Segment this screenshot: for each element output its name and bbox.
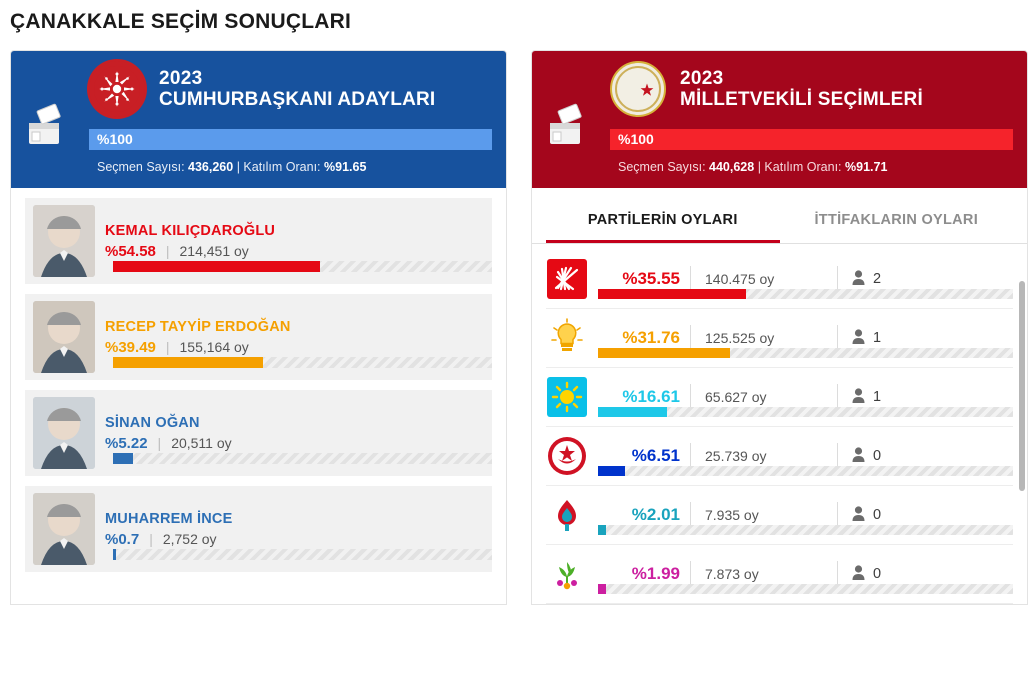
candidate-bar-fill [113,453,133,464]
party-bar-fill [598,584,606,594]
candidate-photo [33,397,95,469]
candidate-bar-fill [113,549,116,560]
party-seats [852,447,881,466]
parliamentary-tabs[interactable] [532,188,1027,244]
party-seat-count: 1 [873,330,882,346]
page-title: ÇANAKKALE SEÇİM SONUÇLARI [10,10,351,33]
candidate-list [11,188,506,592]
parliamentary-turnout-sep: | Katılım Oranı: [757,160,842,174]
parliamentary-progress [546,129,1013,150]
candidate-photo [33,205,95,277]
candidate-bar-fill [113,261,320,272]
parliamentary-voters-label: Seçmen Sayısı: [618,160,706,174]
party-row[interactable] [546,486,1013,545]
candidate-percent: %5.22 [105,434,148,452]
presidency-star-icon [89,61,145,117]
party-bar-track [598,348,1013,358]
party-row[interactable] [546,545,1013,604]
candidate-separator: | [149,530,153,547]
party-bar-track [598,289,1013,299]
presidential-header [11,51,506,188]
candidate-photo [33,301,95,373]
presidential-title: CUMHURBAŞKANI ADAYLARI [159,89,436,110]
candidate-votes: 20,511 oy [171,434,232,451]
candidate-separator: | [157,434,162,451]
party-seats [852,565,881,584]
party-bar-fill [598,466,625,476]
candidate-separator: | [165,338,170,355]
chp-logo-icon [546,258,588,300]
candidate-bar-track [113,549,492,560]
party-seat-count: 1 [873,389,882,405]
candidate-percent: %0.7 [105,530,140,548]
party-votes: 25.739 oy [705,448,767,464]
party-percent: %35.55 [622,269,680,288]
candidate-percent: %39.49 [105,338,156,356]
presidential-voters-label: Seçmen Sayısı: [97,160,185,174]
parliamentary-turnout [546,160,1013,174]
party-seat-count: 2 [873,271,882,287]
party-percent: %31.76 [622,328,680,347]
parliamentary-title: MİLLETVEKİLİ SEÇİMLERİ [680,89,923,110]
candidate-photo [33,493,95,565]
party-seats [852,329,881,348]
party-bar-track [598,466,1013,476]
presidential-turnout-sep: | Katılım Oranı: [236,160,321,174]
parliamentary-progress-label: %100 [618,131,654,147]
party-votes: 140.475 oy [705,271,775,287]
parliamentary-voters-value: 440,628 [709,160,755,174]
candidate-votes: 155,164 oy [179,338,249,355]
party-row[interactable] [546,368,1013,427]
candidate-row[interactable] [25,198,492,284]
party-seat-count: 0 [873,507,882,523]
parliament-crescent-icon [610,61,666,117]
person-icon [852,506,865,525]
presidential-voters-value: 436,260 [188,160,234,174]
party-percent: %16.61 [622,387,680,406]
parliamentary-year: 2023 [680,67,724,89]
presidential-panel [10,50,507,605]
parliamentary-header-top [546,61,1013,117]
person-icon [852,447,865,466]
party-seat-count: 0 [873,448,882,464]
party-percent: %1.99 [631,564,680,583]
presidential-turnout-value: %91.65 [324,160,367,174]
person-icon [852,329,865,348]
person-icon [852,388,865,407]
presidential-progress-track [89,129,492,150]
party-seats [852,270,881,289]
party-votes: 65.627 oy [705,389,767,405]
candidate-row[interactable] [25,390,492,476]
mhp-logo-icon [546,435,588,477]
candidate-bar-track [113,261,492,272]
candidate-row[interactable] [25,486,492,572]
party-bar-fill [598,525,606,535]
parliamentary-header [532,51,1027,188]
candidate-row[interactable] [25,294,492,380]
parliamentary-progress-track [610,129,1013,150]
party-row[interactable] [546,309,1013,368]
candidate-percent: %54.58 [105,242,156,260]
party-bar-track [598,407,1013,417]
candidate-votes: 2,752 oy [162,530,217,547]
candidate-separator: | [165,242,170,259]
party-row[interactable] [546,250,1013,309]
candidate-bar-track [113,357,492,368]
person-icon [852,270,865,289]
candidate-votes: 214,451 oy [179,242,249,259]
party-bar-fill [598,289,746,299]
party-seats [852,506,881,525]
party-row[interactable] [546,427,1013,486]
party-list-scrollbar[interactable] [1019,281,1025,491]
results-columns [0,34,1036,605]
candidate-name: MUHARREM İNCE [105,510,233,527]
party-bar-fill [598,407,667,417]
party-votes: 7.873 oy [705,566,759,582]
party-bar-track [598,584,1013,594]
presidential-header-top [25,61,492,117]
party-percent: %2.01 [631,505,680,524]
party-bar-track [598,525,1013,535]
person-icon [852,565,865,584]
ballot-box-icon [25,103,71,149]
presidential-progress-fill [89,129,492,150]
ballot-box-icon [546,103,592,149]
parliamentary-progress-fill [610,129,1013,150]
presidential-turnout [25,160,492,174]
party-seats [852,388,881,407]
party-list [532,244,1027,604]
party-seat-count: 0 [873,566,882,582]
presidential-year: 2023 [159,67,203,89]
party-votes: 125.525 oy [705,330,775,346]
zafer-logo-icon [546,494,588,536]
parliamentary-turnout-value: %91.71 [845,160,888,174]
tab-parties[interactable]: PARTİLERİN OYLARI [546,202,780,243]
party-votes: 7.935 oy [705,507,759,523]
iyiparti-logo-icon [546,376,588,418]
party-bar-fill [598,348,730,358]
akparti-logo-icon [546,317,588,359]
tab-alliances[interactable]: İTTİFAKLARIN OYLARI [814,212,979,228]
presidential-progress-label: %100 [97,131,133,147]
candidate-name: RECEP TAYYİP ERDOĞAN [105,318,291,335]
yesilsol-logo-icon [546,553,588,595]
parliamentary-panel [531,50,1028,605]
presidential-progress [25,129,492,150]
candidate-name: SİNAN OĞAN [105,414,200,431]
candidate-bar-fill [113,357,263,368]
party-percent: %6.51 [631,446,680,465]
candidate-name: KEMAL KILIÇDAROĞLU [105,222,276,239]
candidate-bar-track [113,453,492,464]
